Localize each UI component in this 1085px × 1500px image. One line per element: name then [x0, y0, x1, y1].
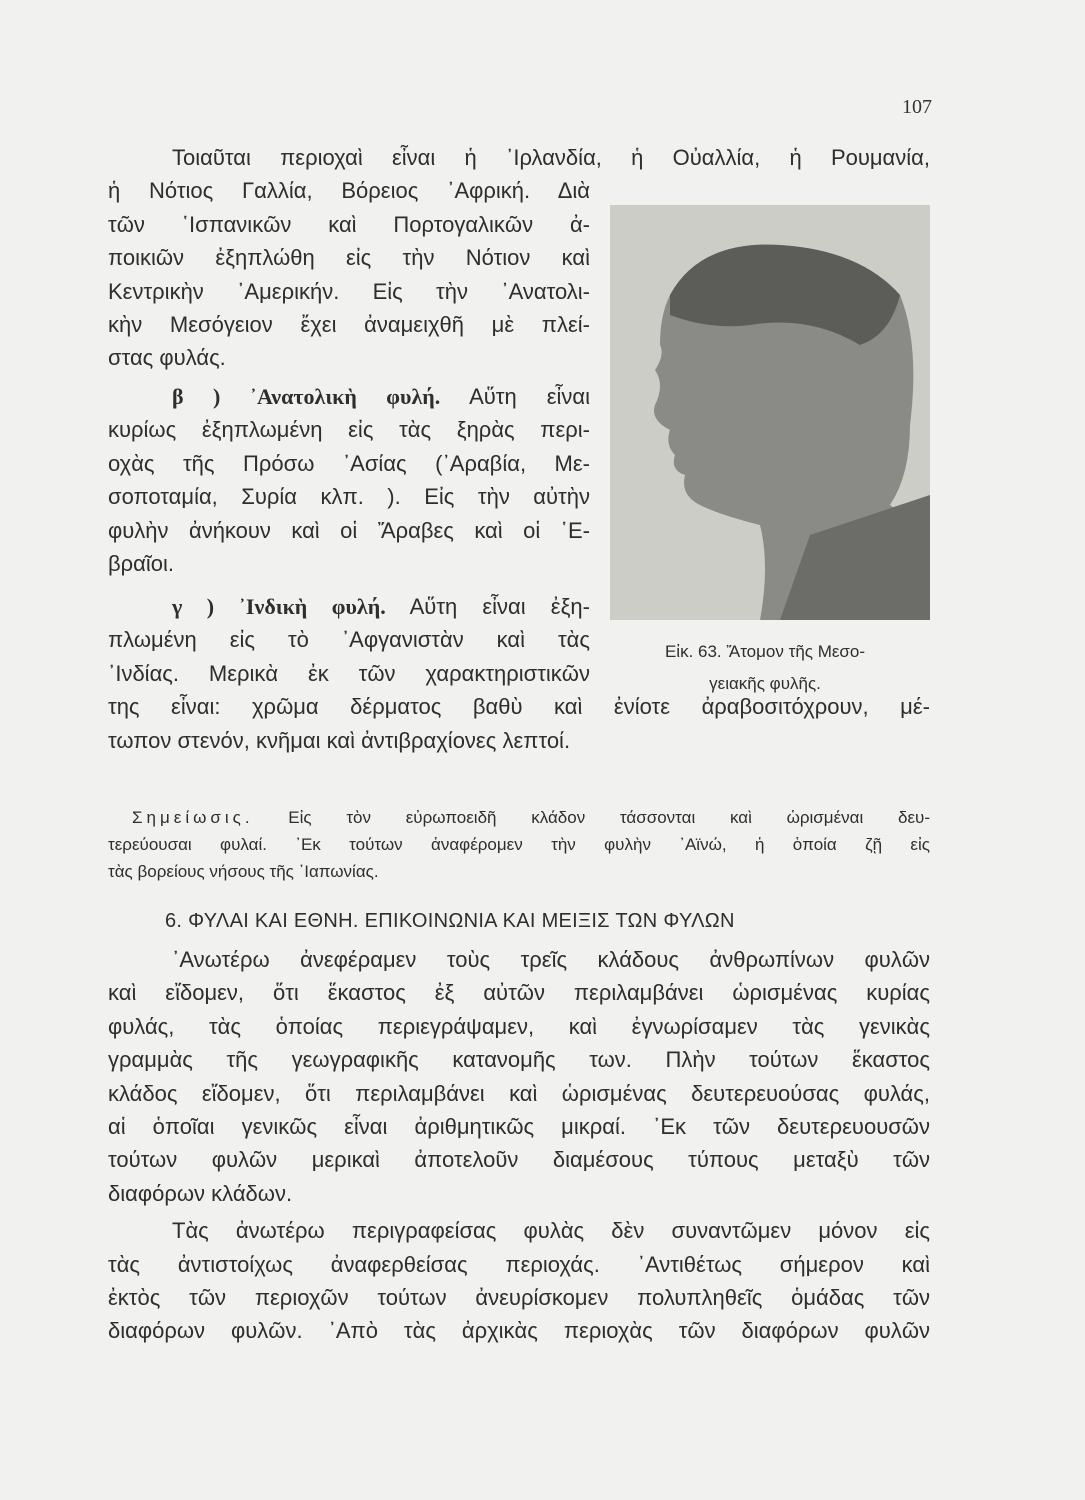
text-line: τῶν ῾Ισπανικῶν καὶ Πορτογαλικῶν ἀ- — [108, 211, 590, 237]
text-line — [108, 590, 590, 623]
text-line: διαφόρων φυλῶν. ᾿Απὸ τὰς ἀρχικὰς περιοχὰς τῶν διαφόρων φυλῶν — [108, 1318, 930, 1344]
text-line: ποικιῶν ἐξηπλώθη εἰς τὴν Νότιον καὶ — [108, 245, 590, 271]
subsection-heading: β ) ᾿Ανατολικὴ φυλή. — [172, 384, 441, 409]
portrait-photo — [610, 205, 930, 620]
text-line: ἡ Νότιος Γαλλία, Βόρειος ᾿Αφρική. Διὰ — [108, 178, 590, 204]
caption-line: γειακῆς φυλῆς. — [709, 674, 821, 693]
text-line: κλάδος εἴδομεν, ὅτι περιλαμβάνει καὶ ὡρισμένας δευτερευούσας φυλάς, — [108, 1080, 930, 1106]
section-heading: 6. ΦΥΛΑΙ ΚΑΙ ΕΘΝΗ. ΕΠΙΚΟΙΝΩΝΙΑ ΚΑΙ ΜΕΙΞΙΣ ΤΩΝ ΦΥΛΩΝ — [165, 910, 735, 932]
note-label: Σημείωσις. — [132, 808, 254, 827]
text-fragment: Αὕτη εἶναι ἐξη- — [409, 594, 590, 619]
page-number: 107 — [902, 96, 932, 118]
paragraph-eastern-race — [108, 380, 590, 580]
subsection-heading: γ ) ᾿Ινδικὴ φυλή. — [172, 594, 386, 619]
text-fragment: Εἰς τὸν εὐρωποειδῆ κλάδον τάσσονται καὶ ὡρισμέναι δευ- — [288, 808, 930, 827]
text-line: τὰς ἀντιστοίχως ἀναφερθείσας περιοχάς. ᾿Αντιθέτως σήμερον καὶ — [108, 1251, 930, 1277]
text-line: στας φυλάς. — [108, 345, 226, 371]
text-line: τερεύουσαι φυλαί. ᾿Εκ τούτων ἀναφέρομεν τὴν φυλὴν ᾿Αϊνώ, ἡ ὁποία ζῇ εἰς — [108, 835, 930, 854]
text-line: οχὰς τῆς Πρόσω ᾿Ασίας (᾿Αραβία, Με- — [108, 450, 590, 476]
text-line: κὴν Μεσόγειον ἔχει ἀναμειχθῆ μὲ πλεί- — [108, 312, 590, 338]
text-line: ἐκτὸς τῶν περιοχῶν τούτων ἀνευρίσκομεν πολυπληθεῖς ὁμάδας τῶν — [108, 1285, 930, 1311]
text-fragment: Αὕτη εἶναι — [469, 384, 591, 409]
text-line: ᾿Ανωτέρω ἀνεφέραμεν τοὺς τρεῖς κλάδους ἀνθρωπίνων φυλῶν — [172, 947, 930, 972]
text-line: αἱ ὁποῖαι γενικῶς εἶναι ἀριθμητικῶς μικραί. ᾿Εκ τῶν δευτερευουσῶν — [108, 1114, 930, 1140]
text-line: ᾿Ινδίας. Μερικὰ ἐκ τῶν χαρακτηριστικῶν — [108, 660, 590, 686]
note-block — [108, 804, 930, 885]
text-line: Τὰς ἀνωτέρω περιγραφείσας φυλὰς δὲν συναντῶμεν μόνον εἰς — [172, 1218, 930, 1244]
caption-line: Εἰκ. 63. Ἄτομον τῆς Μεσο- — [664, 642, 866, 661]
text-line: τούτων φυλῶν μερικαὶ ἀποτελοῦν διαμέσους τύπους μεταξὺ τῶν — [108, 1147, 930, 1173]
text-line: τὰς βορείους νήσους τῆς ᾿Ιαπωνίας. — [108, 862, 379, 881]
paragraph-races-and-nations — [108, 943, 930, 1348]
text-line: σοποταμία, Συρία κλπ. ). Εἰς τὴν αὐτὴν — [108, 484, 590, 510]
text-line: βραῖοι. — [108, 551, 175, 577]
text-line: κυρίως ἐξηπλωμένη εἰς τὰς ξηρὰς περι- — [108, 417, 590, 443]
profile-portrait-image — [610, 205, 930, 620]
text-line: φυλάς, τὰς ὁποίας περιεγράψαμεν, καὶ ἐγνωρίσαμεν τὰς γενικὰς — [108, 1013, 930, 1039]
text-line: καὶ εἴδομεν, ὅτι ἕκαστος ἐξ αὐτῶν περιλαμβάνει ὡρισμένας κυρίας — [108, 980, 930, 1006]
text-line: Τοιαῦται περιοχαὶ εἶναι ἡ ᾿Ιρλανδία, ἡ Οὐαλλία, ἡ Ρουμανία, — [172, 145, 930, 170]
text-line — [108, 804, 930, 831]
text-line: φυλὴν ἀνήκουν καὶ οἱ Ἄραβες καὶ οἱ ῾Ε- — [108, 517, 590, 543]
text-line: της εἶναι: χρῶμα δέρματος βαθὺ καὶ ἐνίοτε ἀραβοσιτόχρουν, μέ- — [108, 694, 930, 720]
text-line: γραμμὰς τῆς γεωγραφικῆς κατανομῆς των. Πλὴν τούτων ἕκαστος — [108, 1047, 930, 1073]
text-line: τωπον στενόν, κνῆμαι καὶ ἀντιβραχίονες λεπτοί. — [108, 727, 571, 753]
figure-caption — [600, 636, 930, 700]
text-line — [108, 380, 590, 413]
text-line: διαφόρων κλάδων. — [108, 1180, 293, 1206]
text-line: πλωμένη εἰς τὸ ᾿Αφγανιστὰν καὶ τὰς — [108, 627, 590, 653]
text-line: Κεντρικὴν ᾿Αμερικήν. Εἰς τὴν ᾿Ανατολι- — [108, 278, 590, 304]
